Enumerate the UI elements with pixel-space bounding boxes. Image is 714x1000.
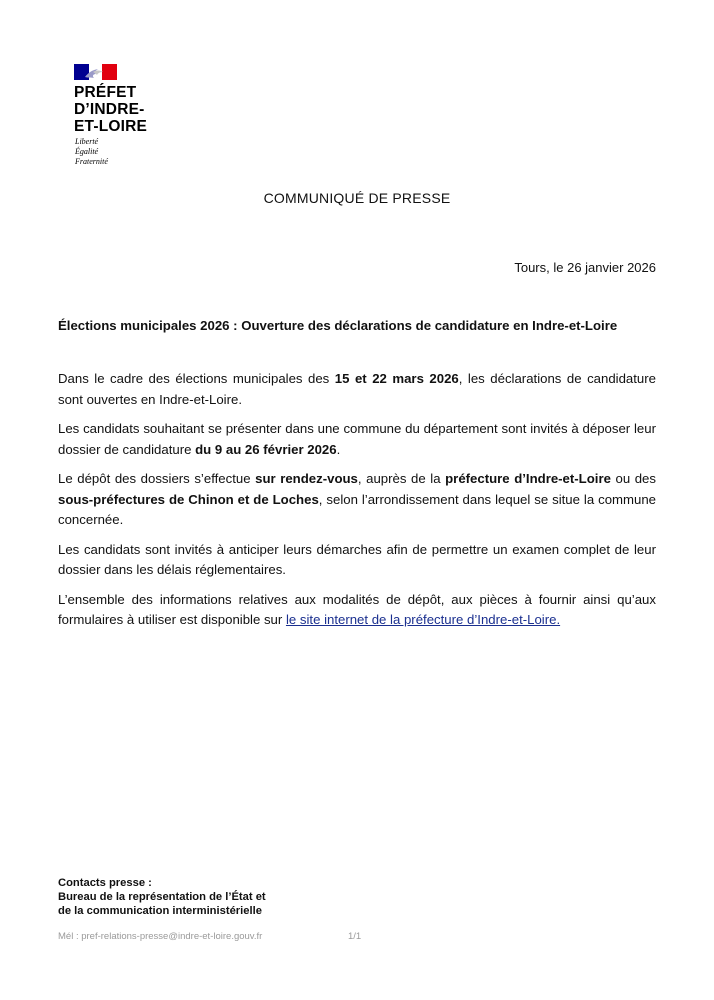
republic-motto <box>75 137 108 167</box>
prefet-title-block <box>74 84 214 135</box>
prefet-title-line-2: D’INDRE- <box>74 101 145 118</box>
flag-blue-band <box>74 64 89 80</box>
document-type-title: COMMUNIQUÉ DE PRESSE <box>263 190 451 206</box>
contacts-line-1: Contacts presse : <box>58 877 152 889</box>
dateline: Tours, le 26 janvier 2026 <box>514 260 656 275</box>
p3-prefecture: préfecture d’Indre-et-Loire <box>445 471 611 486</box>
p3-sub-prefectures: sous-préfectures de Chinon et de Loches <box>58 491 319 507</box>
paragraph-1 <box>58 369 656 410</box>
p2-text-a: Les candidats souhaitant se présenter dans une commune du département sont invités à déposer leur dossier de candidature <box>58 421 656 457</box>
page-number: 1/1 <box>348 931 362 942</box>
prefecture-website-link[interactable]: le site internet de la préfecture d’Indre-et-Loire. <box>285 612 561 627</box>
paragraph-4 <box>58 540 656 581</box>
paragraph-5 <box>58 590 656 631</box>
p2-filing-period: du 9 au 26 février 2026 <box>195 441 337 457</box>
motto-liberte: Liberté <box>75 137 99 146</box>
contacts-line-2: Bureau de la représentation de l’État et <box>58 891 266 903</box>
contacts-line-3: de la communication interministérielle <box>58 905 262 917</box>
p4-text-a: Les candidats sont invités à anticiper leurs démarches afin de permettre un examen complet de leur dossier dans les délais réglementaires. <box>58 541 656 577</box>
p3-text-g: , selon l’arrondissement dans lequel se situe la commune concernée. <box>58 491 657 527</box>
p3-text-a: Le dépôt des dossiers s’effectue <box>58 471 256 486</box>
press-contacts <box>58 876 358 918</box>
press-release-body <box>58 369 656 640</box>
paragraph-3 <box>58 469 656 531</box>
p3-text-e: ou des <box>610 471 656 486</box>
prefet-title-line-3: ET-LOIRE <box>74 118 148 135</box>
p1-text-c: , les déclarations de candidature sont ouvertes en Indre-et-Loire. <box>58 371 656 407</box>
p1-text-a: Dans le cadre des élections municipales des <box>58 371 335 386</box>
motto-egalite: Égalité <box>75 147 99 156</box>
paragraph-2 <box>58 419 656 460</box>
p3-appointment: sur rendez-vous <box>255 471 358 486</box>
republique-francaise-flag-logo <box>74 64 117 80</box>
p1-election-dates: 15 et 22 mars 2026 <box>334 371 459 386</box>
motto-fraternite: Fraternité <box>75 157 108 166</box>
prefet-title-line-1: PRÉFET <box>74 84 137 101</box>
press-release-headline: Élections municipales 2026 : Ouverture des déclarations de candidature en Indre-et-Loire <box>58 318 618 333</box>
p2-text-c: . <box>336 441 341 457</box>
flag-red-band <box>102 64 117 80</box>
footer-email: Mél : pref-relations-presse@indre-et-loire.gouv.fr <box>58 931 263 942</box>
p5-text-a: L’ensemble des informations relatives aux modalités de dépôt, aux pièces à fournir ainsi qu’aux formulaires à utiliser est disponible sur <box>58 591 656 627</box>
p3-text-c: , auprès de la <box>357 471 446 486</box>
